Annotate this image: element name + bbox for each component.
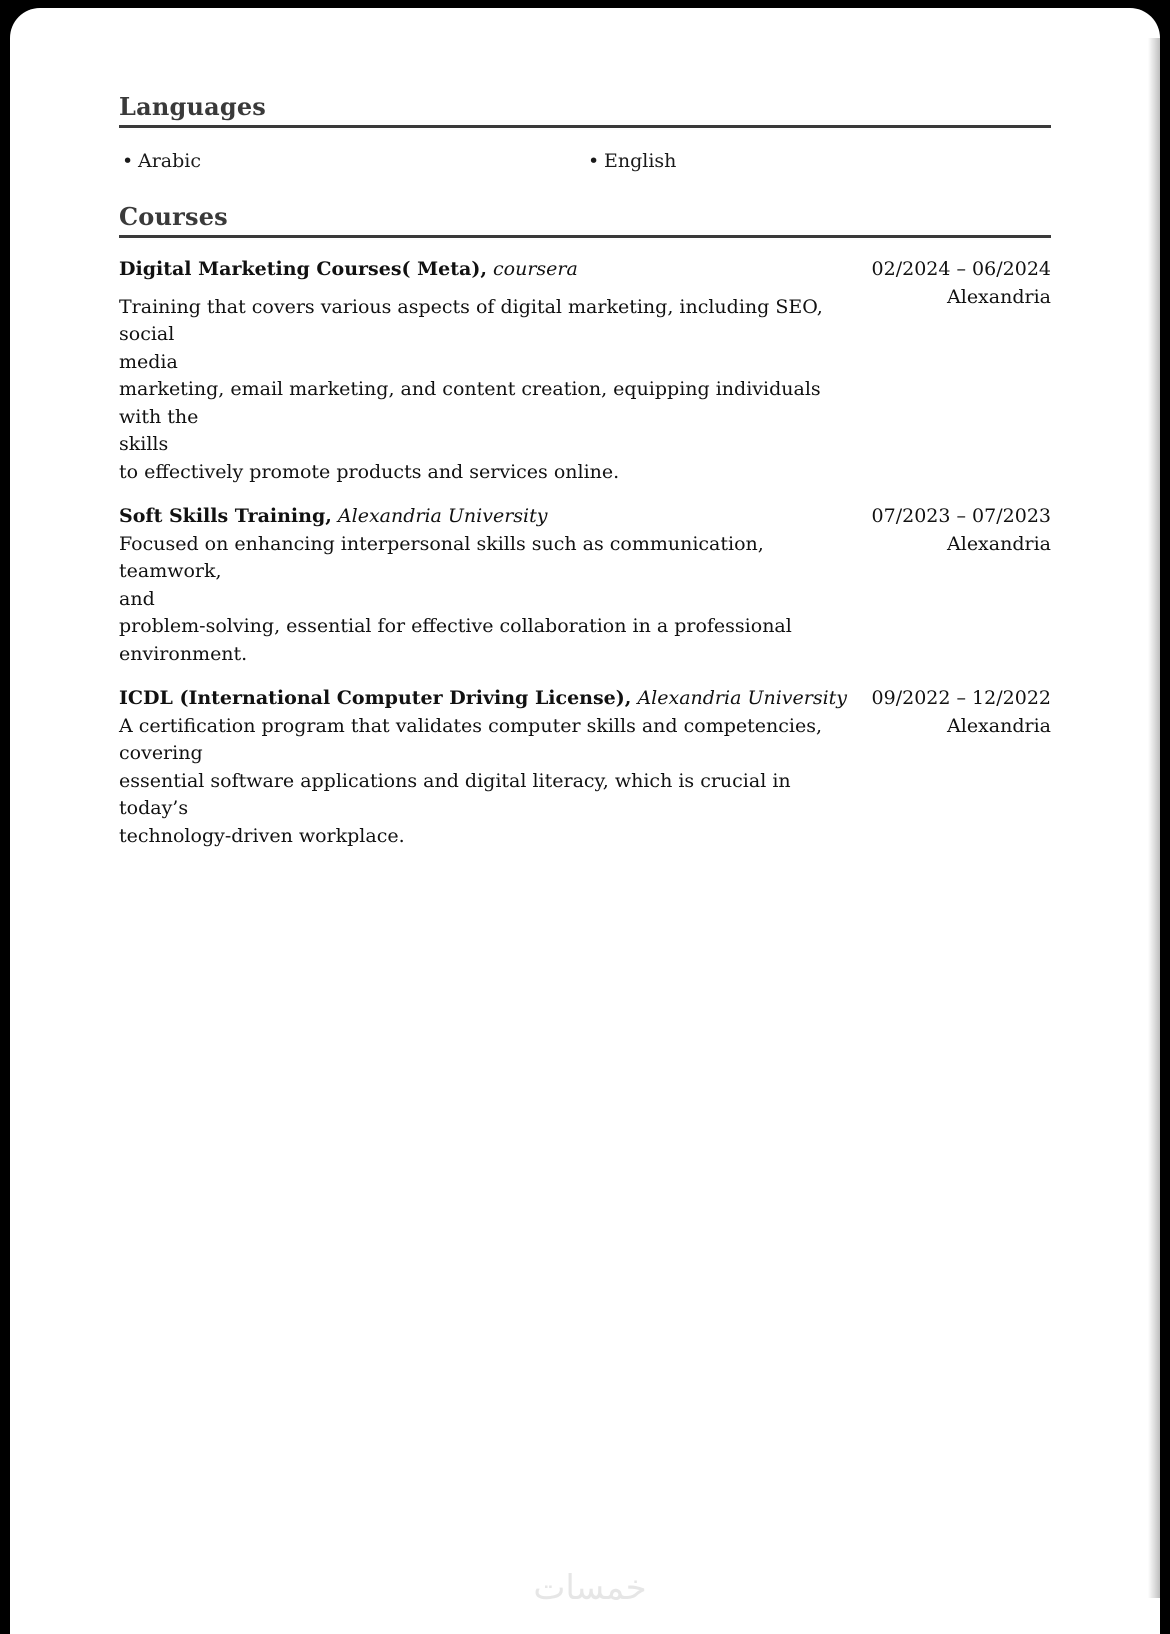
description-line: marketing, email marketing, and content creation, equipping individuals with the xyxy=(119,378,821,428)
resume-page xyxy=(10,8,1160,1634)
course-location: Alexandria xyxy=(947,532,1051,555)
description-line: technology-driven workplace. xyxy=(119,824,405,847)
course-organization: coursera xyxy=(493,258,578,280)
course-meta xyxy=(861,256,1051,486)
course-description xyxy=(119,294,859,487)
languages-heading: Languages xyxy=(119,92,1051,128)
course-name: ICDL (International Computer Driving License), xyxy=(119,687,632,709)
description-line: and xyxy=(119,587,155,610)
course-entry xyxy=(119,503,1051,668)
course-dates: 02/2024 – 06/2024 xyxy=(871,258,1051,280)
course-dates: 07/2023 – 07/2023 xyxy=(871,505,1051,527)
course-organization: Alexandria University xyxy=(337,505,548,527)
description-line: Training that covers various aspects of digital marketing, including SEO, social xyxy=(119,295,823,345)
course-organization: Alexandria University xyxy=(637,687,848,709)
course-meta xyxy=(861,503,1051,668)
course-description xyxy=(119,531,859,669)
course-entry xyxy=(119,256,1051,486)
course-name: Soft Skills Training, xyxy=(119,505,332,527)
course-heading xyxy=(119,256,859,284)
courses-section xyxy=(119,202,1051,850)
description-line: skills xyxy=(119,433,169,455)
language-item: • English xyxy=(585,148,1051,174)
course-meta xyxy=(861,685,1051,850)
course-details xyxy=(119,503,859,668)
course-heading xyxy=(119,685,859,713)
description-line: A certification program that validates computer skills and competencies, xyxy=(119,714,822,737)
course-location: Alexandria xyxy=(947,714,1051,737)
resume-content xyxy=(119,92,1051,850)
description-line: environment. xyxy=(119,642,248,665)
page-edge-shadow xyxy=(1148,38,1160,1598)
description-line: problem-solving, essential for effective collaboration in a professional xyxy=(119,615,792,637)
course-location: Alexandria xyxy=(947,285,1051,308)
course-details xyxy=(119,256,859,486)
language-item: • Arabic xyxy=(119,148,585,174)
description-line: covering xyxy=(119,742,203,764)
languages-list xyxy=(119,148,1051,174)
languages-section xyxy=(119,92,1051,174)
description-line: media xyxy=(119,350,178,373)
course-name: Digital Marketing Courses( Meta), xyxy=(119,258,487,280)
course-dates: 09/2022 – 12/2022 xyxy=(871,687,1051,709)
watermark-logo: خمسات xyxy=(533,1568,647,1608)
course-description xyxy=(119,713,859,851)
description-line: essential software applications and digital literacy, which is crucial in today’s xyxy=(119,769,791,819)
description-line: Focused on enhancing interpersonal skills such as communication, teamwork, xyxy=(119,532,764,582)
course-heading xyxy=(119,503,859,531)
course-entry xyxy=(119,685,1051,850)
courses-heading: Courses xyxy=(119,202,1051,238)
description-line: to effectively promote products and services online. xyxy=(119,460,620,483)
course-details xyxy=(119,685,859,850)
